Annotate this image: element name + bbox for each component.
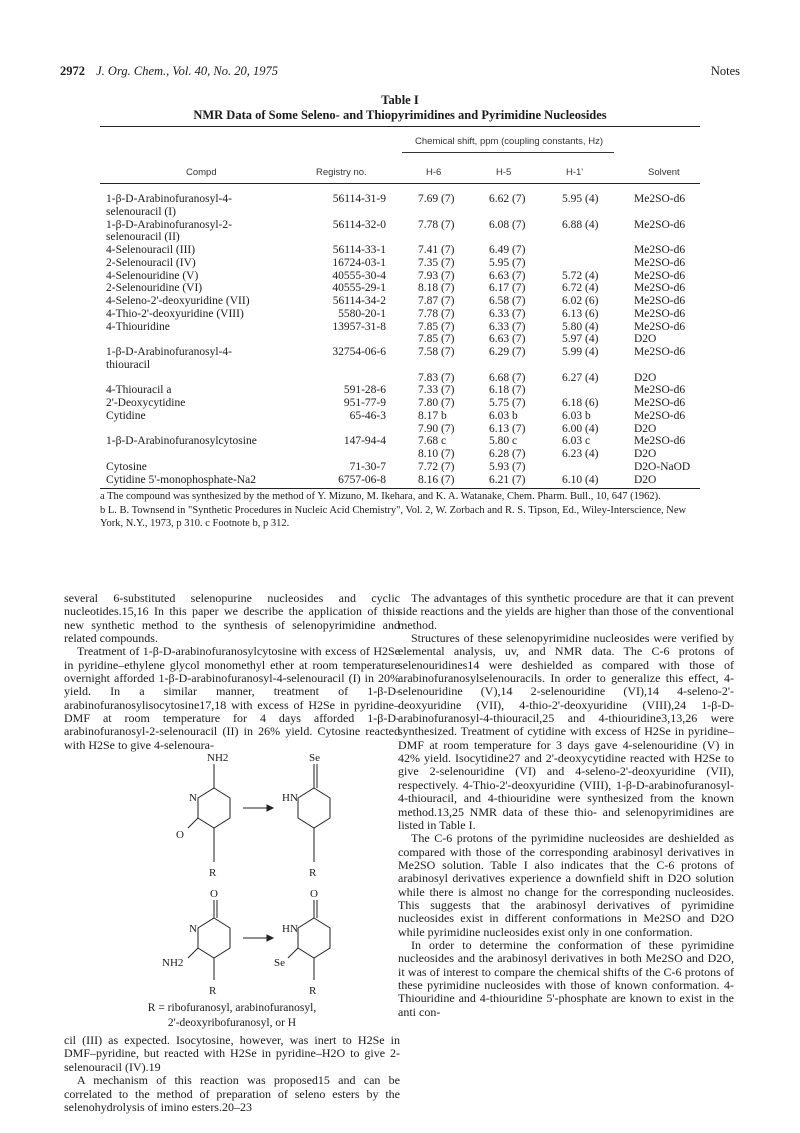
compound-name: Cytidine 5'-monophosphate-Na2 (106, 473, 256, 486)
table-row (0, 270, 800, 283)
scheme-label: O (176, 829, 184, 842)
solvent: Me2SO-d6 (634, 244, 686, 256)
shift-h5: 6.18 (7) (489, 384, 526, 397)
registry-number: 951-77-9 (343, 397, 386, 409)
solvent: D2O (634, 422, 657, 435)
scheme-label: HN (282, 923, 298, 936)
paragraph: several 6-substituted selenopurine nucleosides and cyclic nucleotides.15,16 In this paper we describe the application of this new synthetic method to the synthesis of selenopyrimidine and related compounds. (64, 591, 400, 646)
shift-h5: 6.29 (7) (489, 346, 526, 358)
running-header-left (60, 64, 278, 79)
scheme-label: R (309, 867, 317, 880)
shift-h5: 6.58 (7) (489, 295, 526, 307)
shift-h6: 7.33 (7) (418, 384, 455, 397)
scheme-label: Se (309, 752, 320, 765)
compound-name: 4-Thiouracil a (106, 384, 172, 397)
paragraph: A mechanism of this reaction was proposed15 and can be correlated to the method of preparation of seleno esters by the selenohydrolysis of imino esters.20–23 (64, 1073, 400, 1114)
col-header-compd: Compd (186, 167, 217, 178)
shift-h1: 6.03 c (562, 435, 591, 448)
table-row (0, 384, 800, 397)
shift-h6: 7.83 (7) (418, 371, 455, 384)
shift-h1: 5.95 (4) (562, 193, 599, 205)
table-row (0, 282, 800, 295)
solvent: Me2SO-d6 (634, 282, 686, 295)
solvent: Me2SO-d6 (634, 384, 686, 397)
registry-number: 13957-31-8 (332, 320, 386, 333)
shift-h1: 5.99 (4) (562, 346, 599, 358)
shift-h5: 6.49 (7) (489, 244, 526, 256)
group-header-rule (402, 152, 614, 153)
table-footnote-b: b L. B. Townsend in "Synthetic Procedures in Nucleic Acid Chemistry", Vol. 2, W. Zorbach and R. S. Tipson, Ed., Wiley-Interscience, New York, N.Y., 1973, p 310. c Footnote b, p 312. (100, 505, 687, 529)
col-header-h6: H-6 (426, 167, 442, 178)
shift-h1: 5.97 (4) (562, 333, 599, 346)
shift-h5: 6.33 (7) (489, 307, 526, 320)
shift-h1: 6.72 (4) (562, 282, 599, 295)
compound-name: thiouracil (106, 358, 151, 371)
shift-h5: 6.21 (7) (489, 473, 526, 486)
registry-number: 65-46-3 (349, 409, 386, 422)
scheme-caption-line-1: R = ribofuranosyl, arabinofuranosyl, (147, 1002, 317, 1015)
compound-name: 2-Selenouracil (IV) (106, 256, 196, 269)
table-row (0, 461, 800, 474)
compound-name: Cytidine (106, 409, 146, 422)
registry-number: 591-28-6 (343, 384, 386, 397)
page-number: 2972 (60, 64, 85, 78)
shift-h6: 7.41 (7) (418, 244, 455, 256)
compound-name: 1-β-D-Arabinofuranosyl-4- (106, 193, 232, 205)
body-column-left (64, 592, 400, 1114)
shift-h5: 5.93 (7) (489, 460, 526, 473)
shift-h6: 7.78 (7) (418, 218, 455, 231)
journal-citation: J. Org. Chem., Vol. 40, No. 20, 1975 (96, 64, 278, 78)
table-row (0, 448, 800, 461)
table-row (0, 231, 800, 244)
shift-h5: 5.75 (7) (489, 397, 526, 409)
shift-h5: 6.63 (7) (489, 269, 526, 282)
table-row (0, 193, 800, 206)
registry-number: 32754-06-6 (332, 346, 386, 358)
reaction-scheme (64, 752, 400, 1034)
table-row (0, 295, 800, 308)
table-label: Table I (381, 93, 419, 107)
solvent: Me2SO-d6 (634, 435, 686, 448)
table-row (0, 244, 800, 257)
compound-name: 1-β-D-Arabinofuranosylcytosine (106, 435, 257, 448)
table-footnote-a: a The compound was synthesized by the method of Y. Mizuno, M. Ikehara, and K. A. Watanake, Chem. Pharm. Bull., 10, 647 (1962). (100, 491, 661, 502)
scheme-label: N (189, 923, 197, 936)
registry-number: 56114-34-2 (332, 295, 386, 307)
compound-name: 4-Selenouracil (III) (106, 244, 196, 256)
shift-h6: 7.93 (7) (418, 269, 455, 282)
table-title: NMR Data of Some Seleno- and Thiopyrimidines and Pyrimidine Nucleosides (193, 108, 607, 122)
table-header-rule (100, 183, 700, 184)
registry-number: 56114-33-1 (332, 244, 386, 256)
table-row (0, 206, 800, 219)
paragraph: The C-6 protons of the pyrimidine nucleosides are deshielded as compared with those of the corresponding arabinosyl derivatives in Me2SO solution. Table I also indicates that the C-6 protons of arabinosyl derivatives experience a downfield shift in D2O solution while there is almost no change for the corresponding nucleosides. This suggests that the arabinosyl derivatives of pyrimidine nucleosides exist in different conformations in Me2SO and D2O while pyrimidine nucleosides exist only in one conformation. (398, 831, 734, 939)
shift-h6: 8.17 b (418, 409, 447, 422)
registry-number: 6757-06-8 (338, 473, 386, 486)
paragraph: Structures of these selenopyrimidine nucleosides were verified by elemental analysis, uv, and NMR data. The C-6 protons of selenouridines14 were deshielded as compared with those of arabinofuranosylselenouracils. In order to generalize this effect, 4-selenouridine (V),14 2-selenouridine (VI),14 4-seleno-2'-deoxyuridine (VII), 4-thio-2'-deoxyuridine (VIII),24 1-β-D-arabinofuranosyl-4-thiouracil,25 and 4-thiouridine3,13,26 were synthesized. Treatment of cytidine with excess of H2Se in pyridine–DMF at room temperature for 3 days gave 4-selenouridine (V) in 42% yield. Isocytidine27 and 2'-deoxycytidine reacted with H2Se to give 2-selenouridine (VI) and 4-seleno-2'-deoxyuridine (VII), respectively. 4-Thio-2'-deoxyuridine (VIII), 1-β-D-arabinofuranosyl-4-thiouracil, and 4-thiouridine were synthesized from the known method.13,25 NMR data of these thio- and selenopyrimidines are listed in Table I. (398, 631, 734, 832)
shift-h5: 6.17 (7) (489, 282, 526, 295)
reaction-scheme-drawing (64, 752, 400, 1034)
shift-h5: 6.13 (7) (489, 422, 526, 435)
scheme-label: HN (282, 792, 298, 805)
shift-h6: 8.18 (7) (418, 282, 455, 295)
solvent: Me2SO-d6 (634, 193, 686, 205)
compound-name: 2'-Deoxycytidine (106, 397, 186, 409)
table-row (0, 372, 800, 385)
shift-h6: 7.85 (7) (418, 333, 455, 346)
shift-h1: 6.23 (4) (562, 448, 599, 460)
shift-h1: 5.80 (4) (562, 320, 599, 333)
registry-number: 40555-30-4 (332, 269, 386, 282)
table-top-rule (100, 126, 700, 127)
shift-h5: 6.33 (7) (489, 320, 526, 333)
shift-h6: 7.87 (7) (418, 295, 455, 307)
shift-h1: 6.10 (4) (562, 473, 599, 486)
col-header-registry: Registry no. (316, 167, 367, 178)
solvent: Me2SO-d6 (634, 397, 686, 409)
registry-number: 40555-29-1 (332, 282, 386, 295)
compound-name: 4-Seleno-2'-deoxyuridine (VII) (106, 295, 250, 307)
shift-h1: 6.00 (4) (562, 422, 599, 435)
compound-name: 4-Thiouridine (106, 320, 170, 333)
shift-h6: 7.78 (7) (418, 307, 455, 320)
shift-h5: 5.80 c (489, 435, 518, 448)
solvent: Me2SO-d6 (634, 256, 686, 269)
col-header-h1: H-1' (566, 167, 584, 178)
table-bottom-rule (100, 488, 700, 489)
table-row (0, 333, 800, 346)
scheme-label: O (310, 888, 318, 901)
compound-name: 1-β-D-Arabinofuranosyl-4- (106, 346, 232, 358)
shift-h1: 5.72 (4) (562, 269, 599, 282)
paragraph: cil (III) as expected. Isocytosine, however, was inert to H2Se in DMF–pyridine, but reacted with H2Se in pyridine–H2O to give 2-selenouracil (IV).19 (64, 1033, 400, 1074)
scheme-label: R (309, 985, 317, 998)
shift-h5: 5.95 (7) (489, 256, 526, 269)
shift-h6: 8.10 (7) (418, 448, 455, 460)
table-row (0, 346, 800, 359)
shift-h1: 6.88 (4) (562, 218, 599, 231)
registry-number: 16724-03-1 (332, 256, 386, 269)
shift-h6: 7.80 (7) (418, 397, 455, 409)
compound-name: 4-Thio-2'-deoxyuridine (VIII) (106, 307, 244, 320)
scheme-label: O (210, 888, 218, 901)
shift-h6: 7.85 (7) (418, 320, 455, 333)
col-header-solvent: Solvent (648, 167, 680, 178)
scheme-label: Se (274, 957, 285, 970)
shift-h5: 6.28 (7) (489, 448, 526, 460)
solvent: Me2SO-d6 (634, 307, 686, 320)
compound-name: selenouracil (I) (106, 205, 176, 218)
solvent: D2O (634, 371, 657, 384)
scheme-caption-line-2: 2'-deoxyribofuranosyl, or H (167, 1017, 297, 1030)
table-row (0, 435, 800, 448)
shift-h6: 7.68 c (418, 435, 447, 448)
paragraph: The advantages of this synthetic procedure are that it can prevent side reactions and the yields are higher than those of the conventional method. (398, 591, 734, 632)
shift-h6: 7.69 (7) (418, 193, 455, 205)
registry-number: 147-94-4 (343, 435, 386, 448)
table-row (0, 397, 800, 410)
nmr-table-body (0, 193, 800, 486)
shift-h1: 6.13 (6) (562, 307, 599, 320)
solvent: Me2SO-d6 (634, 346, 686, 358)
col-header-h5: H-5 (496, 167, 512, 178)
section-name: Notes (710, 64, 740, 78)
compound-name: Cytosine (106, 460, 147, 473)
shift-h6: 7.72 (7) (418, 460, 455, 473)
chemical-shift-group-header: Chemical shift, ppm (coupling constants, Hz) (415, 136, 603, 147)
compound-name: 1-β-D-Arabinofuranosyl-2- (106, 218, 232, 231)
shift-h1: 6.18 (6) (562, 397, 599, 409)
shift-h1: 6.27 (4) (562, 371, 599, 384)
compound-name: 2-Selenouridine (VI) (106, 282, 203, 295)
scheme-label: R (209, 985, 217, 998)
table-row (0, 359, 800, 372)
shift-h1: 6.02 (6) (562, 295, 599, 307)
solvent: D2O-NaOD (634, 460, 691, 473)
solvent: D2O (634, 473, 657, 486)
shift-h5: 6.62 (7) (489, 193, 526, 205)
table-row (0, 257, 800, 270)
registry-number: 71-30-7 (349, 460, 386, 473)
table-row (0, 474, 800, 487)
solvent: Me2SO-d6 (634, 320, 686, 333)
table-row (0, 410, 800, 423)
paragraph: In order to determine the conformation of these pyrimidine nucleosides and the arabinosyl derivatives in both Me2SO and D2O, it was of interest to compare the chemical shifts of the C-6 protons of these pyrimidine nucleosides with those of known conformation. 4-Thiouridine and 4-thiouridine 5'-phosphate are known to exist in the anti con- (398, 937, 734, 1019)
shift-h5: 6.03 b (489, 409, 518, 422)
table-row (0, 423, 800, 436)
scheme-label: R (209, 867, 217, 880)
paragraph: Treatment of 1-β-D-arabinofuranosylcytosine with excess of H2Se in pyridine–ethylene glycol monomethyl ether at room temperature overnight afforded 1-β-D-arabinofuranosyl-4-selenouracil (I) in 20% yield. In a similar manner, treatment of 1-β-D-arabinofuranosylisocytosine17,18 with excess of H2Se in pyridine–DMF at room temperature for 4 days afforded 1-β-D-arabinofuranosyl-2-selenouracil (II) in 26% yield. Cytosine reacted with H2Se to give 4-selenoura- (64, 644, 400, 752)
solvent: D2O (634, 333, 657, 346)
shift-h6: 8.16 (7) (418, 473, 455, 486)
solvent: D2O (634, 448, 657, 460)
scheme-label: NH2 (207, 752, 229, 765)
registry-number: 56114-31-9 (332, 193, 386, 205)
table-row (0, 308, 800, 321)
registry-number: 56114-32-0 (332, 218, 386, 231)
scheme-label: N (189, 792, 197, 805)
solvent: Me2SO-d6 (634, 218, 686, 231)
shift-h5: 6.68 (7) (489, 371, 526, 384)
shift-h5: 6.63 (7) (489, 333, 526, 346)
shift-h5: 6.08 (7) (489, 218, 526, 231)
table-row (0, 219, 800, 232)
solvent: Me2SO-d6 (634, 269, 686, 282)
shift-h6: 7.90 (7) (418, 422, 455, 435)
shift-h6: 7.58 (7) (418, 346, 455, 358)
scheme-label: NH2 (162, 957, 184, 970)
table-row (0, 321, 800, 334)
compound-name: 4-Selenouridine (V) (106, 269, 199, 282)
registry-number: 5580-20-1 (338, 307, 386, 320)
shift-h6: 7.35 (7) (418, 256, 455, 269)
solvent: Me2SO-d6 (634, 409, 686, 422)
body-column-right (398, 592, 734, 1019)
solvent: Me2SO-d6 (634, 295, 686, 307)
compound-name: selenouracil (II) (106, 231, 180, 244)
shift-h1: 6.03 b (562, 409, 591, 422)
